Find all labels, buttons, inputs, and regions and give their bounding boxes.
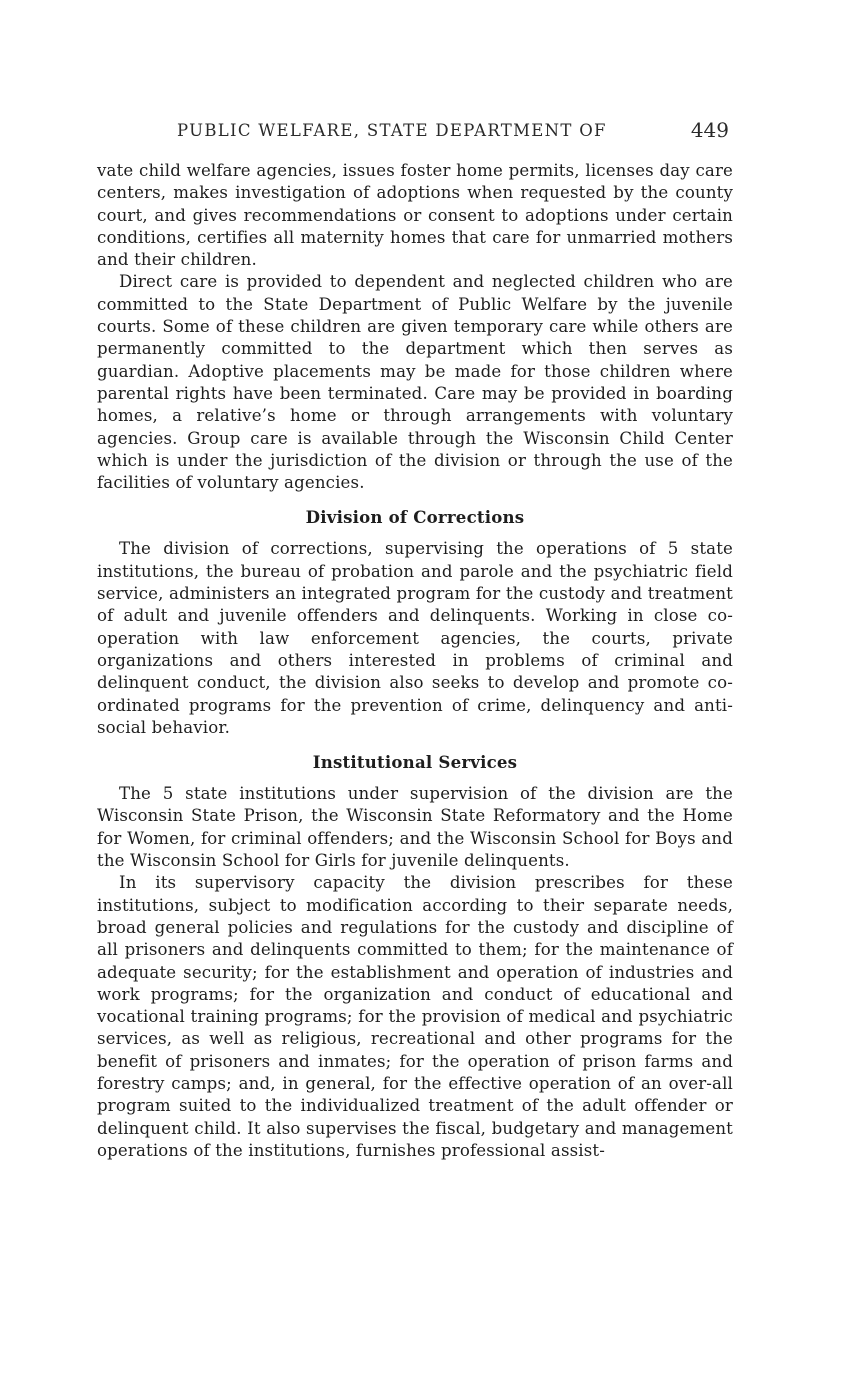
paragraph-supervisory-capacity: In its supervisory capacity the division prescribes for these institutions, subject to modification according to their separate needs, broad general policies and regulations for the custody and discipline of all prisoners and delinquents committed to them; for the maintenance of adequate security; for the establishment and operation of industries and work programs; for the organization and conduct of educational and vocational training programs; for the provision of medical and psychiatric services, as well as religious, recreational and other programs for the benefit of prisoners and inmates; for the operation of prison farms and forestry camps; and, in general, for the effective operation of an over-all program suited to the individualized treatment of the adult offender or delinquent child. It also supervises the fiscal, budgetary and management operations of the institutions, furnishes professional assist- [97, 873, 733, 1160]
running-header [97, 118, 733, 148]
running-title: PUBLIC WELFARE, STATE DEPARTMENT OF [177, 121, 607, 140]
page-number: 449 [690, 118, 729, 142]
document-page [97, 118, 733, 1162]
paragraph-state-institutions: The 5 state institutions under supervision of the division are the Wisconsin State Prison, the Wisconsin State Reformatory and the Home for Women, for criminal offenders; and the Wisconsin School for Boys and the Wisconsin School for Girls for juvenile delinquents. [97, 784, 733, 871]
paragraph-child-welfare-continued: vate child welfare agencies, issues foster home permits, licenses day care centers, makes investigation of adoptions when requested by the county court, and gives recommendations or consent to adoptions under certain conditions, certifies all maternity homes that care for unmarried mothers and their children. [97, 161, 733, 270]
paragraph-direct-care: Direct care is provided to dependent and neglected children who are committed to the State Department of Public Welfare by the juvenile courts. Some of these children are given temporary care while others are permanently committed to the department which then serves as guardian. Adoptive placements may be made for those children where parental rights have been terminated. Care may be provided in boarding homes, a relative’s home or through arrangements with voluntary agencies. Group care is available through the Wisconsin Child Center which is under the jurisdiction of the division or through the use of the facilities of voluntary agencies. [97, 272, 733, 493]
heading-division-of-corrections: Division of Corrections [305, 507, 525, 528]
heading-institutional-services: Institutional Services [312, 752, 518, 773]
paragraph-division-of-corrections: The division of corrections, supervising the operations of 5 state institutions, the bureau of probation and parole and the psychiatric field service, administers an integrated program for the custody and treatment of adult and juvenile offenders and delinquents. Working in close co-operation with law enforcement agencies, the courts, private organizations and others interested in problems of criminal and delinquent conduct, the division also seeks to develop and promote co-ordinated programs for the prevention of crime, delinquency and anti-social behavior. [97, 539, 733, 737]
